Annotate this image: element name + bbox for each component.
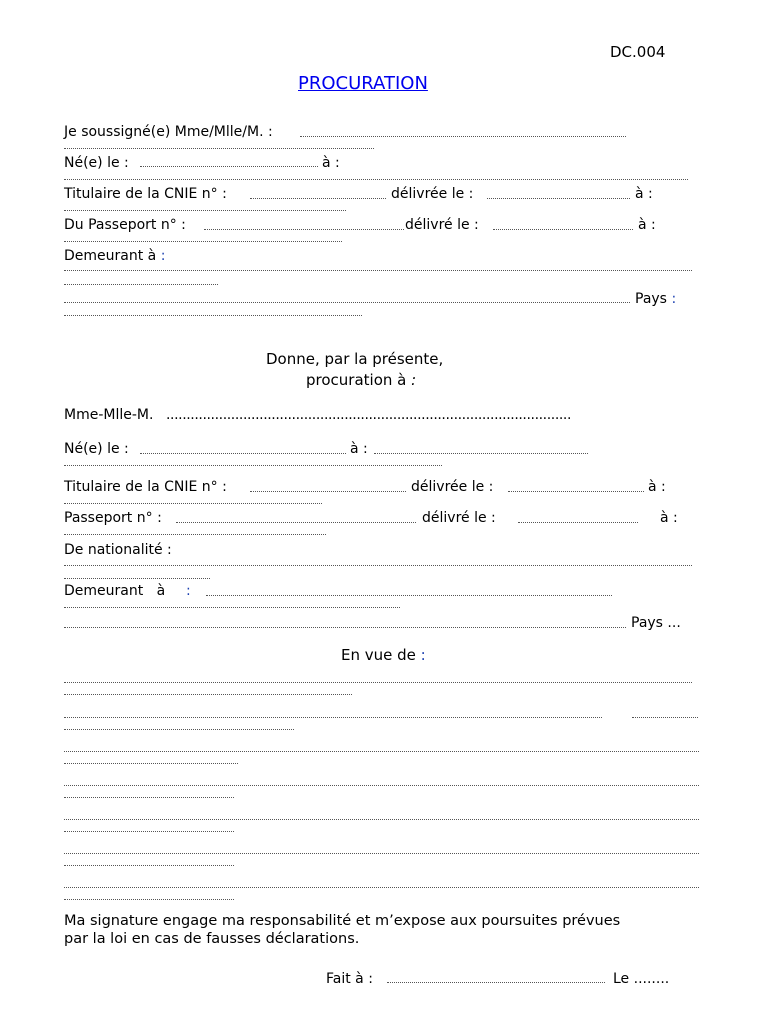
grantor-name-label: Je soussigné(e) Mme/Mlle/M. : <box>64 124 273 140</box>
document-title: PROCURATION <box>298 73 428 94</box>
grantor-passport-issued-date-field[interactable] <box>493 229 633 230</box>
purpose-field-line-3b[interactable] <box>64 763 238 764</box>
agent-passport-number-field[interactable] <box>176 522 416 523</box>
purpose-field-line-3[interactable] <box>64 751 699 752</box>
purpose-field-line-2[interactable] <box>64 717 602 718</box>
agent-nationality-label: De nationalité : <box>64 542 172 558</box>
declaration-line-2: par la loi en cas de fausses déclarations. <box>64 931 360 947</box>
agent-cnie-issued-label: délivrée le : <box>411 479 494 495</box>
agent-nationality-field-cont[interactable] <box>64 578 210 579</box>
grantor-passport-at-label: à : <box>638 217 656 233</box>
grantor-cnie-label: Titulaire de la CNIE n° : <box>64 186 227 202</box>
agent-nationality-field[interactable] <box>64 565 692 566</box>
grantor-birth-label: Né(e) le : <box>64 155 129 171</box>
grantor-name-field-cont[interactable] <box>64 148 374 149</box>
agent-cnie-issued-date-field[interactable] <box>508 491 644 492</box>
date-label[interactable]: Le ........ <box>613 971 670 987</box>
purpose-field-line-7b[interactable] <box>64 899 234 900</box>
agent-address-label: Demeurant à <box>64 583 166 599</box>
agent-birth-label: Né(e) le : <box>64 441 129 457</box>
purpose-field-line-6b[interactable] <box>64 865 234 866</box>
purpose-field-line-2b[interactable] <box>632 717 698 718</box>
purpose-field-line-1[interactable] <box>64 682 692 683</box>
agent-cnie-label: Titulaire de la CNIE n° : <box>64 479 227 495</box>
grantor-birth-place-field[interactable] <box>64 179 688 180</box>
purpose-field-line-5b[interactable] <box>64 831 234 832</box>
agent-birth-place-field[interactable] <box>374 453 588 454</box>
grantor-name-field[interactable] <box>300 136 626 137</box>
grantor-passport-number-field[interactable] <box>204 229 404 230</box>
purpose-field-line-1b[interactable] <box>64 694 352 695</box>
agent-cnie-number-field[interactable] <box>250 491 406 492</box>
agent-name-field[interactable]: .................................................................................................... <box>166 407 572 423</box>
purpose-field-line-7[interactable] <box>64 887 699 888</box>
purpose-field-line-4b[interactable] <box>64 797 234 798</box>
agent-passport-issued-date-field[interactable] <box>518 522 638 523</box>
grantor-passport-place-field[interactable] <box>64 241 342 242</box>
agent-cnie-at-label: à : <box>648 479 666 495</box>
grantor-country-field[interactable] <box>64 315 362 316</box>
agent-address-field-1[interactable] <box>206 595 612 596</box>
grantor-birth-place-label: à : <box>322 155 340 171</box>
grantor-passport-label: Du Passeport n° : <box>64 217 186 233</box>
grantor-birth-date-field[interactable] <box>140 166 318 167</box>
agent-cnie-place-field[interactable] <box>64 503 322 504</box>
agent-passport-label: Passeport n° : <box>64 510 162 526</box>
agent-passport-place-field[interactable] <box>64 534 326 535</box>
agent-address-field-2[interactable] <box>64 607 400 608</box>
agent-birth-place-label: à : <box>350 441 368 457</box>
grantor-cnie-place-field[interactable] <box>64 210 346 211</box>
agent-country-label: Pays ... <box>631 615 681 631</box>
purpose-field-line-2c[interactable] <box>64 729 294 730</box>
purpose-label: En vue de : <box>341 646 426 664</box>
grantor-cnie-issued-label: délivrée le : <box>391 186 474 202</box>
grantor-cnie-issued-date-field[interactable] <box>487 198 630 199</box>
agent-birth-date-field[interactable] <box>140 453 346 454</box>
grantor-address-label: Demeurant à : <box>64 248 166 264</box>
grantor-address-field-2[interactable] <box>64 284 218 285</box>
purpose-field-line-4[interactable] <box>64 785 699 786</box>
grantor-country-label: Pays : <box>635 291 677 307</box>
agent-name-label: Mme-Mlle-M. <box>64 407 154 423</box>
grant-line-2: procuration à : <box>306 371 417 389</box>
agent-birth-place-field-cont[interactable] <box>64 465 442 466</box>
grantor-cnie-number-field[interactable] <box>250 198 386 199</box>
agent-passport-at-label: à : <box>660 510 678 526</box>
declaration-line-1: Ma signature engage ma responsabilité et m’expose aux poursuites prévues <box>64 913 621 929</box>
grantor-passport-issued-label: délivré le : <box>405 217 479 233</box>
document-reference: DC.004 <box>610 43 666 61</box>
made-at-label: Fait à : <box>326 971 373 987</box>
grantor-address-field-1[interactable] <box>64 270 692 271</box>
grantor-address-field-3[interactable] <box>64 302 630 303</box>
made-at-field[interactable] <box>387 982 605 983</box>
agent-address-field-3[interactable] <box>64 627 626 628</box>
purpose-field-line-6[interactable] <box>64 853 699 854</box>
purpose-field-line-5[interactable] <box>64 819 699 820</box>
grantor-cnie-at-label: à : <box>635 186 653 202</box>
agent-passport-issued-label: délivré le : <box>422 510 496 526</box>
agent-address-colon: : <box>186 583 191 599</box>
grant-line-1: Donne, par la présente, <box>266 350 444 368</box>
